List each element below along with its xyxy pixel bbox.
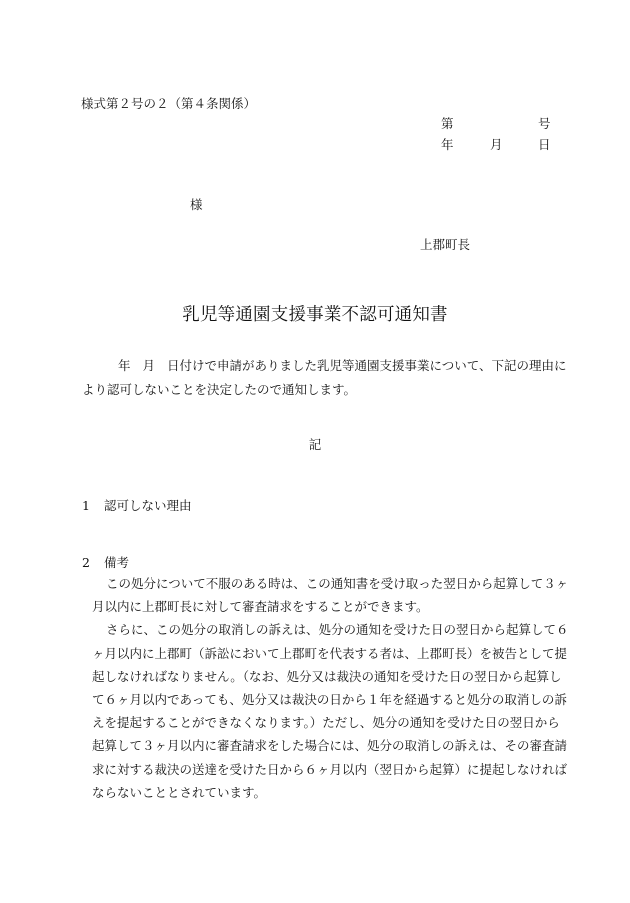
remarks-body (82, 572, 569, 804)
intro-line-1-text: 日付けで申請がありました乳児等通園支援事業について、下記の理由に (167, 358, 567, 373)
date-month: 月 (490, 137, 503, 152)
remarks-p2-line-4: て６ヶ月以内であっても、処分又は裁決の日から１年を経過すると処分の取消しの訴 (92, 692, 567, 708)
remarks-p2-line-5: えを提起することができなくなります。）ただし、処分の通知を受けた日の翌日から (92, 715, 560, 731)
form-number: 様式第２号の２（第４条関係） (81, 96, 257, 111)
remarks-p2-line-6: 起算して３ヶ月以内に審査請求をした場合には、処分の取消しの訴えは、その審査請 (92, 738, 568, 754)
remarks-p1-line-2: 月以内に上郡町長に対して審査請求をすることができます。 (92, 599, 429, 615)
date-day: 日 (538, 137, 551, 152)
recipient-suffix: 様 (190, 197, 203, 212)
page-title: 乳児等通園支援事業不認可通知書 (182, 305, 448, 325)
remarks-p2-line-2: ヶ月以内に上郡町（訴訟において上郡町を代表する者は、上郡町長）を被告として提 (92, 645, 568, 661)
remarks-p2-line-3: 起しなければなりません。（なお、処分又は裁決の通知を受けた日の翌日から起算し (92, 668, 562, 684)
intro-line-2: より認可しないことを決定したので通知します。 (82, 382, 357, 397)
intro-year: 年 (118, 358, 131, 373)
intro-line-1 (82, 354, 567, 378)
doc-number-prefix: 第 (441, 116, 454, 131)
section-2-number: 2 (82, 555, 90, 570)
intro-month: 月 (142, 358, 156, 373)
doc-number-suffix: 号 (538, 116, 551, 131)
remarks-p2-line-1: さらに、この処分の取消しの訴えは、処分の通知を受けた日の翌日から起算して６ (106, 622, 569, 638)
section-1-heading (82, 499, 192, 513)
section-1-number: 1 (82, 498, 90, 513)
remarks-p1-line-1: この処分について不服のある時は、この通知書を受け取った翌日から起算して３ヶ (106, 576, 569, 591)
remarks-p2-line-7: 求に対する裁決の送達を受けた日から６ヶ月以内（翌日から起算）に提起しなければ (92, 761, 568, 777)
issuer: 上郡町長 (420, 237, 471, 252)
section-1-label: 認可しない理由 (104, 498, 192, 513)
ki-heading: 記 (308, 437, 322, 452)
intro-paragraph (82, 354, 567, 402)
remarks-p2-line-8: ならないこととされています。 (92, 784, 267, 800)
section-2-heading (82, 556, 129, 570)
date-year: 年 (441, 137, 454, 152)
section-2-label: 備考 (104, 555, 130, 570)
